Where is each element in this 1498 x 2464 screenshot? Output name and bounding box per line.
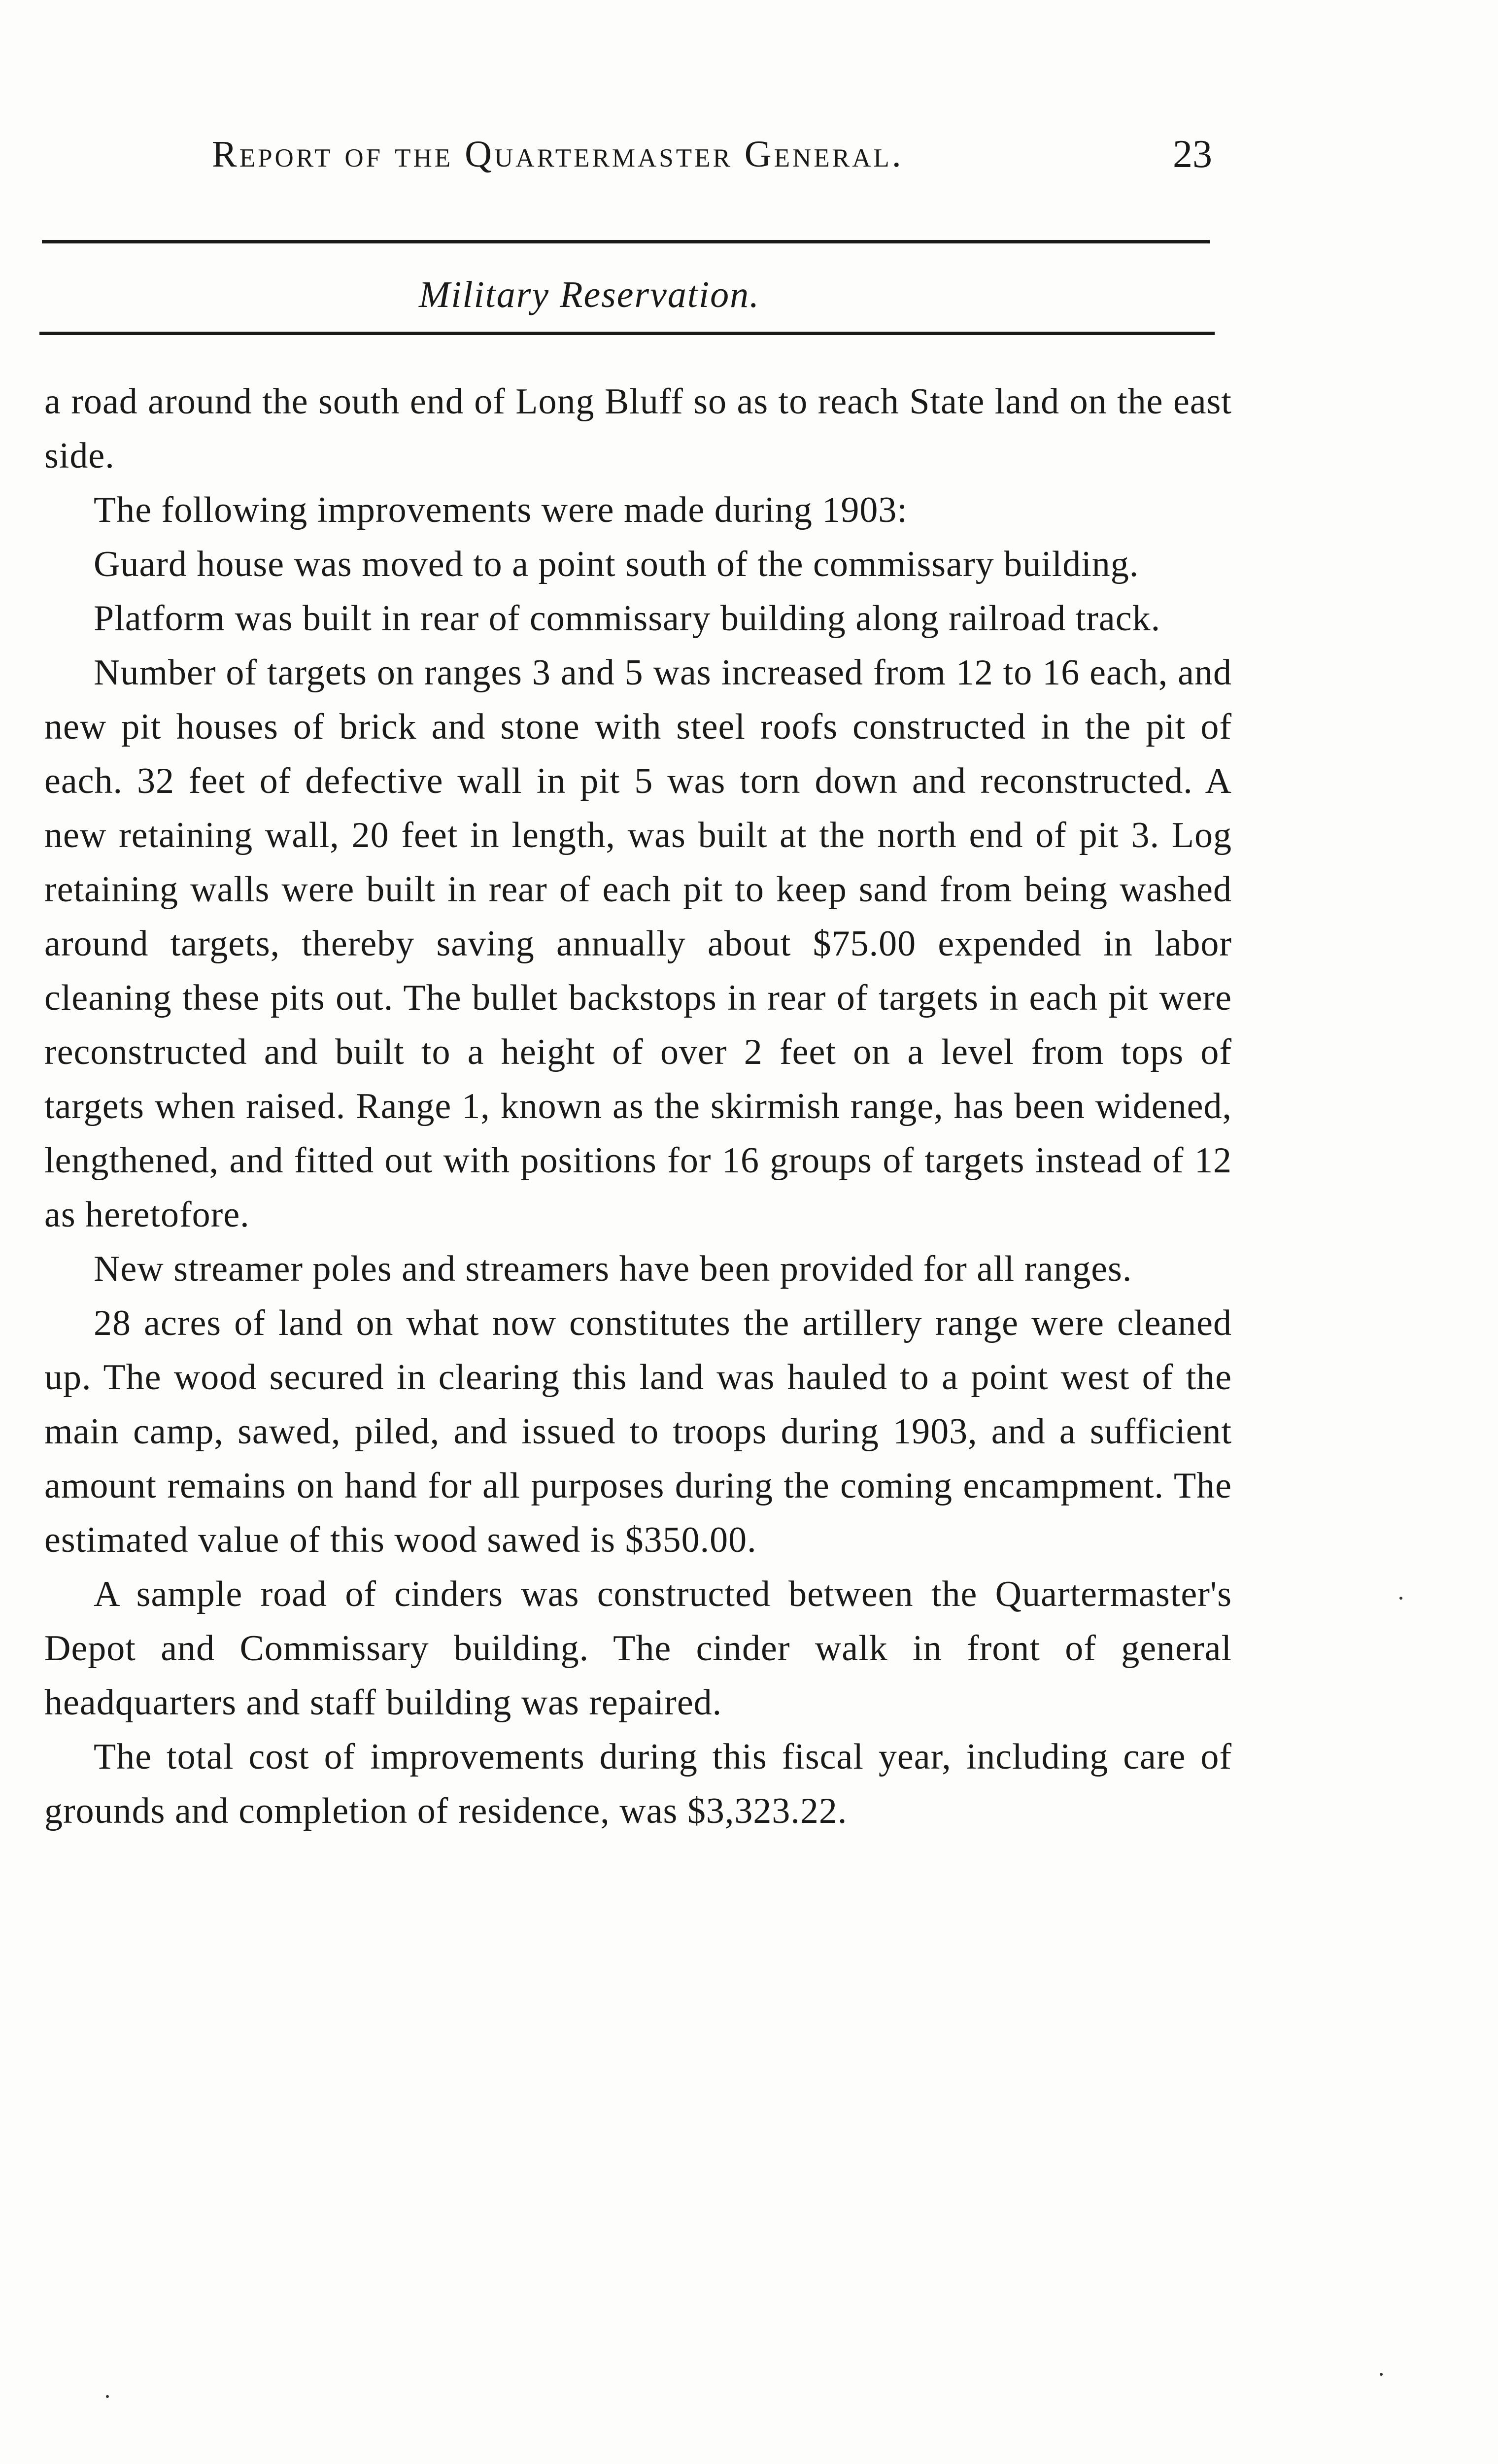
paragraph: A sample road of cinders was constructed between the Quartermaster's Depot and Commissary building. The cinder walk in front of general headquarters and staff building was repaired. — [44, 1574, 1232, 1723]
paragraph-continued: a road around the south end of Long Bluff so as to reach State land on the east side. — [44, 381, 1232, 476]
paragraph: The following improvements were made during 1903: — [94, 490, 908, 530]
paragraph: Platform was built in rear of commissary building along railroad track. — [94, 598, 1161, 639]
page-number: 23 — [1173, 133, 1212, 176]
paragraph: Guard house was moved to a point south of the commissary building. — [94, 544, 1139, 584]
paragraph: 28 acres of land on what now constitutes the artillery range were cleaned up. The wood secured in clearing this land was hauled to a point west of the main camp, sawed, piled, and issued to troops during 1903, and a sufficient amount remains on hand for all purposes during the coming encampment. The estimated value of this wood sawed is $350.00. — [44, 1303, 1232, 1560]
scan-speck — [106, 2395, 109, 2398]
header-rule-top — [42, 240, 1210, 243]
paragraph: Number of targets on ranges 3 and 5 was increased from 12 to 16 each, and new pit houses of brick and stone with steel roofs constructed in the pit of each. 32 feet of defective wall in pit 5 was torn down and reconstructed. A new retaining wall, 20 feet in length, was built at the north end of pit 3. Log retaining walls were built in rear of each pit to keep sand from being washed around targets, thereby saving annually about $75.00 expended in labor cleaning these pits out. The bullet backstops in rear of targets in each pit were reconstructed and built to a height of over 2 feet on a level from tops of targets when raised. Range 1, known as the skirmish range, has been widened, lengthened, and fitted out with positions for 16 groups of targets instead of 12 as heretofore. — [44, 652, 1232, 1235]
header-rule-bottom — [39, 332, 1215, 335]
scan-speck — [1399, 1597, 1402, 1600]
running-head: Report of the Quartermaster General. — [212, 134, 904, 175]
section-title: Military Reservation. — [419, 274, 760, 315]
body-text — [44, 375, 1232, 1838]
scan-speck — [1380, 2373, 1383, 2376]
paragraph: The total cost of improvements during this fiscal year, including care of grounds and completion of residence, was $3,323.22. — [44, 1737, 1232, 1831]
paragraph: New streamer poles and streamers have been provided for all ranges. — [94, 1249, 1132, 1289]
